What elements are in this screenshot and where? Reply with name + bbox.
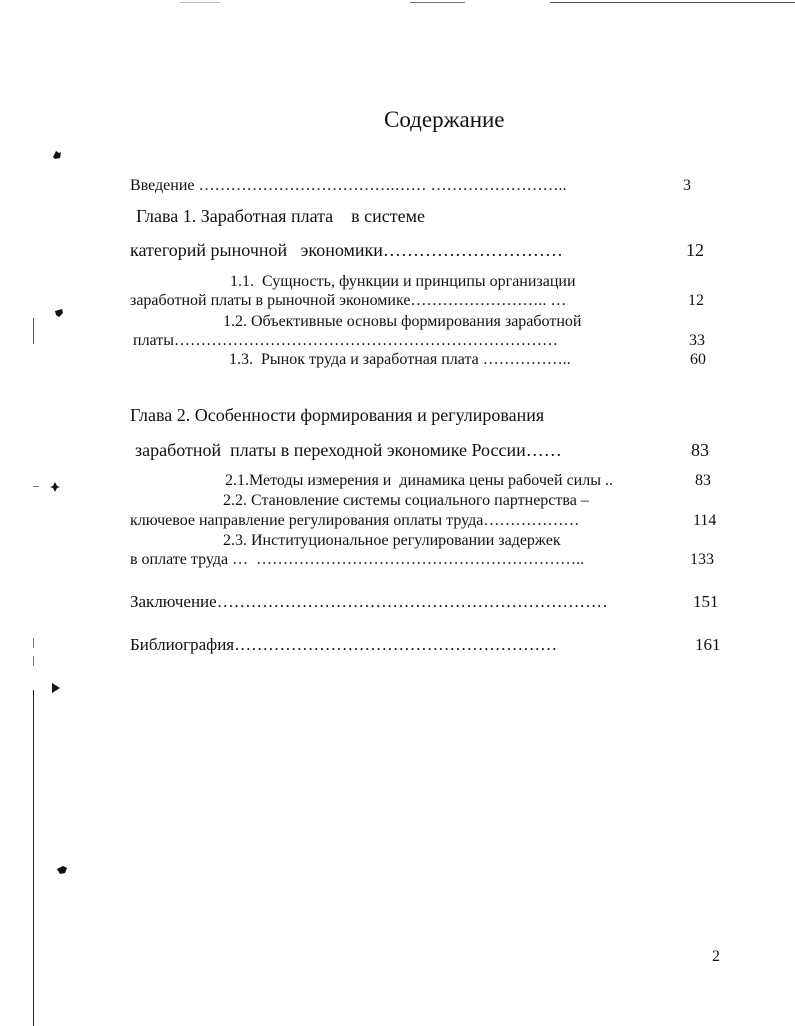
toc-page-number: 3: [683, 177, 691, 194]
scan-top-line: [410, 2, 465, 3]
ink-blot-icon: [52, 150, 62, 160]
toc-page-number: 83: [695, 472, 711, 489]
toc-entry-bibliography: Библиография…………………………………………………: [130, 635, 558, 654]
toc-section-title: в оплате труда … ……………………………………………………..: [130, 551, 585, 568]
scan-left-edge: [33, 656, 34, 666]
scan-left-edge: [33, 690, 34, 1026]
ink-blot-icon: [54, 308, 64, 318]
ink-blot-icon: [51, 683, 61, 693]
ink-blot-icon: [57, 865, 67, 875]
page-title: Содержание: [384, 107, 505, 132]
toc-entry-introduction: Введение ……………………………….…… ……………………..: [130, 177, 567, 194]
toc-page-number: 114: [693, 512, 717, 529]
toc-section-title: 2.2. Становление системы социального партнерства –: [223, 492, 589, 509]
scan-top-line: [180, 2, 220, 3]
toc-page-number: 133: [690, 551, 714, 568]
scan-left-edge: [33, 318, 34, 344]
toc-section-title: 2.1.Методы измерения и динамика цены рабочей силы ..: [225, 472, 613, 489]
toc-chapter-heading: Глава 2. Особенности формирования и регулирования: [130, 405, 545, 425]
toc-entry-conclusion: Заключение……………………………………………………………: [130, 592, 608, 611]
toc-section-title: платы………………………………………………………………: [133, 332, 558, 349]
toc-page-number: 161: [695, 635, 721, 654]
scan-top-line: [550, 2, 795, 3]
toc-page-number: 12: [686, 240, 704, 260]
toc-section-title: 1.3. Рынок труда и заработная плата ……………..: [229, 351, 571, 368]
toc-page-number: 60: [690, 351, 706, 368]
toc-page-number: 83: [691, 440, 709, 460]
page-number: 2: [712, 948, 720, 965]
scan-left-edge: [33, 486, 39, 487]
toc-chapter-heading: Глава 1. Заработная плата в системе: [136, 206, 426, 226]
ink-blot-icon: [50, 482, 60, 492]
toc-section-title: ключевое направление регулирования оплаты труда………………: [130, 512, 580, 529]
toc-chapter-heading: заработной платы в переходной экономике России……: [135, 440, 562, 460]
toc-page-number: 33: [689, 332, 705, 349]
toc-section-title: 1.1. Сущность, функции и принципы организации: [230, 273, 576, 290]
toc-section-title: заработной платы в рыночной экономике…………………….. …: [130, 292, 567, 309]
toc-section-title: 1.2. Объективные основы формирования заработной: [223, 313, 582, 330]
toc-section-title: 2.3. Институциональное регулировании задержек: [223, 532, 561, 549]
toc-page-number: 12: [688, 292, 704, 309]
toc-page-number: 151: [693, 592, 719, 611]
scan-left-edge: [33, 638, 34, 648]
toc-chapter-heading: категорий рыночной экономики…………………………: [130, 240, 563, 260]
